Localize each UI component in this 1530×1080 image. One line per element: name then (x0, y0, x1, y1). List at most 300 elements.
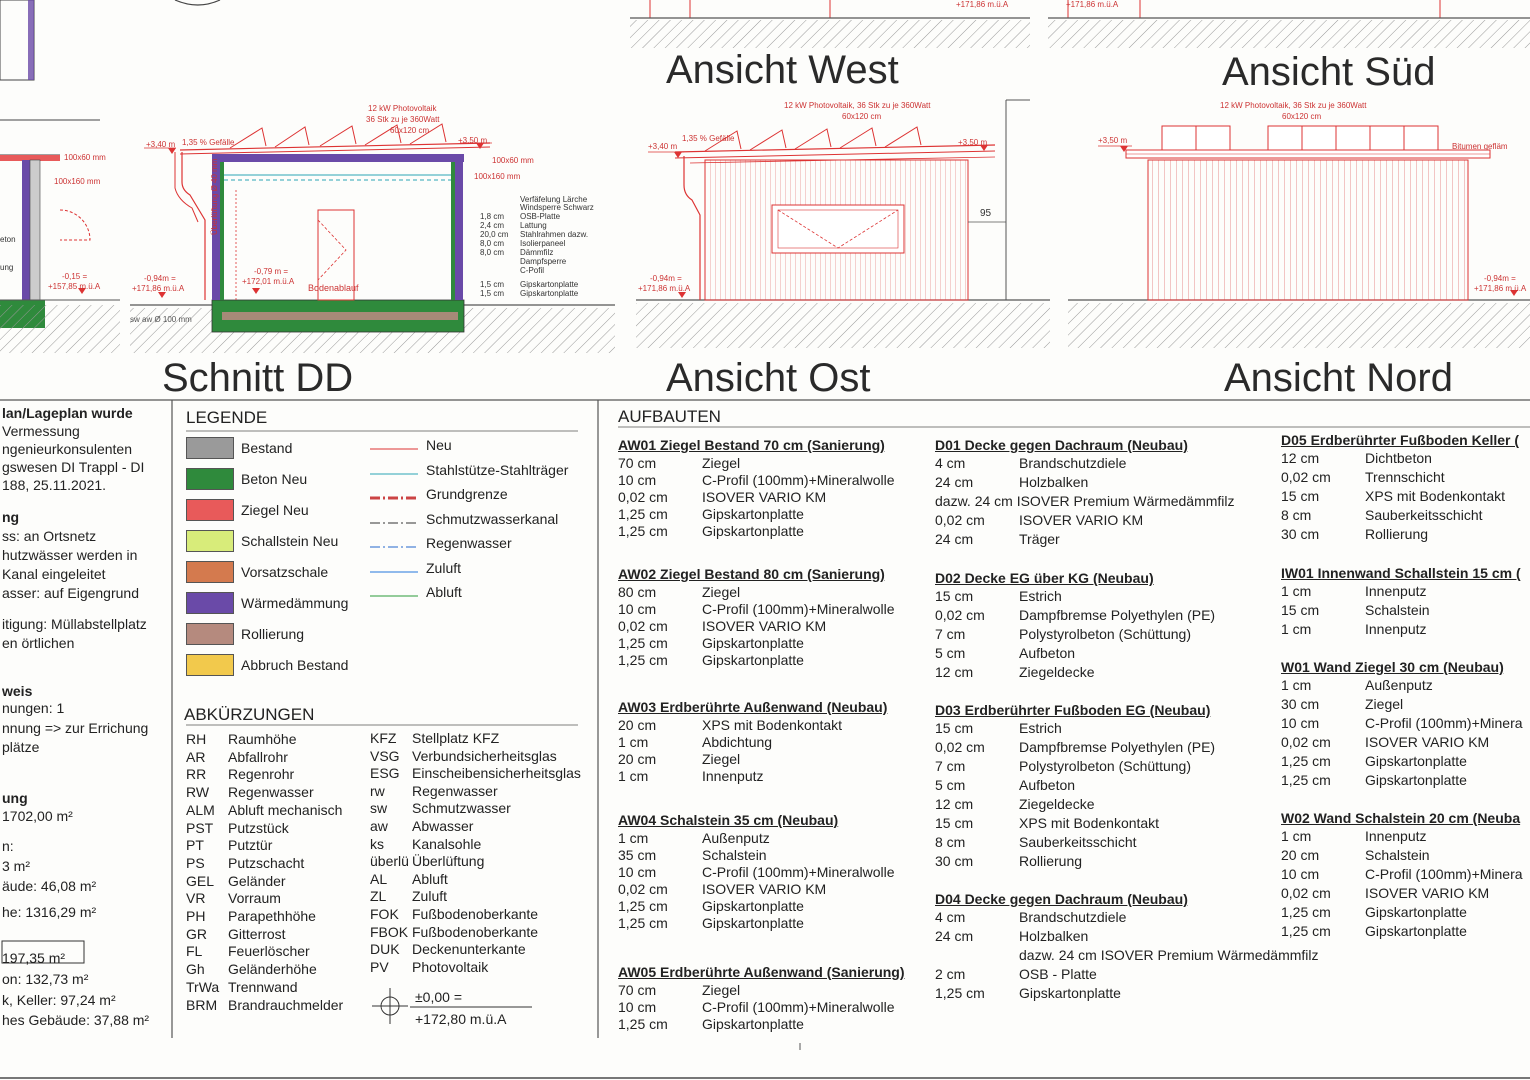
abbreviation-value: Kanalsohle (412, 835, 482, 852)
aufbau-material: Ziegel (702, 455, 741, 471)
aufbau-material: C-Profil (100mm)+Mineralwolle (702, 999, 895, 1015)
abbreviation-value: Abwasser (412, 818, 474, 834)
title-ansicht-nord: Ansicht Nord (1224, 356, 1453, 400)
abbreviation-key: RW (186, 784, 210, 801)
legend-line-sample (370, 591, 420, 601)
abbreviation-key: PH (186, 908, 206, 924)
wall-layer-row (480, 266, 544, 275)
aufbau-row (1281, 923, 1467, 939)
aufbau-material: Außenputz (702, 830, 770, 846)
aufbau-row (1281, 507, 1483, 523)
aufbau-row (618, 982, 740, 998)
left-note-line: 197,35 m² (2, 950, 66, 966)
aufbau-depth: 15 cm (1281, 488, 1320, 504)
abbreviation-key: PS (186, 854, 205, 871)
aufbau-material: dazw. 24 cm ISOVER Premium Wärmedämmfilz (935, 493, 1235, 509)
wall-layer-material: Gipskartonplatte (520, 289, 579, 298)
legend-line-sample (370, 542, 420, 552)
aufbau-depth: 4 cm (935, 909, 966, 925)
legend-material-label: Bestand (241, 440, 293, 456)
legend-swatch (186, 561, 234, 583)
aufbau-row (1281, 828, 1427, 844)
legend-swatch (186, 468, 234, 490)
aufbau-depth: 10 cm (618, 864, 657, 880)
beam-100x160-schnitt: 100x160 mm (474, 172, 521, 181)
gefaelle-schnitt: 1,35 % Gefälle (182, 138, 235, 147)
aufbau-row (935, 607, 1215, 623)
aufbau-depth: 70 cm (618, 455, 657, 471)
wall-layer-material: Stahlrahmen dazw. (520, 230, 589, 239)
legend-material-label: Wärmedämmung (241, 595, 349, 611)
aufbau-depth: 12 cm (1281, 450, 1320, 466)
aufbau-depth: 8 cm (935, 834, 966, 850)
aufbau-row (1281, 677, 1433, 693)
legend-line-label: Grundgrenze (426, 486, 508, 502)
left-note-line: nnung => zur Errichung (2, 720, 149, 736)
abbreviation-key: FL (186, 943, 203, 960)
legend-swatch (186, 623, 234, 645)
left-note-line: ng (2, 509, 20, 525)
aufbau-material: Schalstein (702, 847, 767, 863)
aufbau-material: Ziegeldecke (1019, 796, 1095, 812)
abbreviation-value: Putzstück (228, 819, 289, 836)
aufbau-material: Polystyrolbeton (Schüttung) (1019, 626, 1191, 642)
aufbau-depth: 0,02 cm (935, 512, 985, 528)
abbreviation-key: PV (370, 958, 389, 975)
abbreviation-value: Geländerhöhe (228, 961, 317, 978)
aufbau-depth: 1,25 cm (618, 652, 668, 668)
aufbau-row (1281, 488, 1505, 504)
title-ansicht-west: Ansicht West (666, 48, 899, 92)
aufbau-material: C-Profil (100mm)+Mineralwolle (702, 864, 895, 880)
aufbau-row (1281, 450, 1432, 466)
aufbau-depth: 0,02 cm (935, 739, 985, 755)
aufbau-depth: 1 cm (1281, 621, 1312, 637)
abbreviation-row (370, 765, 581, 781)
aufbau-material: Gipskartonplatte (1019, 985, 1121, 1001)
aufbau-depth: 0,02 cm (935, 607, 985, 623)
legend-line-label: Schmutzwasserkanal (426, 510, 559, 527)
aufbau-row (935, 796, 1095, 812)
aufbau-row (935, 455, 1126, 471)
aufbau-material: ISOVER VARIO KM (1019, 512, 1144, 528)
abbreviation-value: Einscheibensicherheitsglas (412, 765, 581, 782)
abbreviation-row (370, 941, 526, 957)
wall-layer-material: OSB-Platte (520, 212, 561, 221)
legend-swatch (186, 499, 234, 521)
height-ref-2: +172,80 m.ü.A (415, 1011, 507, 1027)
aufbau-row (935, 588, 1062, 604)
aufbau-row (618, 864, 895, 880)
aufbau-depth: 15 cm (1281, 602, 1320, 618)
aufbau-material: Ziegel (1365, 696, 1404, 712)
aufbau-row (618, 1016, 804, 1032)
level-350-schnitt: +3,50 m (458, 136, 488, 145)
aufbau-row (1281, 904, 1467, 920)
wall-layer-row (480, 280, 578, 289)
aufbau-material: Gipskartonplatte (1365, 772, 1467, 788)
aufbau-row (935, 928, 1088, 944)
aufbau-depth: 80 cm (618, 584, 657, 600)
wall-layer-material: Lattung (520, 221, 547, 230)
aufbau-material: Innenputz (1365, 583, 1427, 599)
left-notes-column (0, 0, 172, 1080)
aufbau-material: ISOVER VARIO KM (702, 618, 827, 634)
abbreviation-row (186, 749, 288, 765)
abbreviation-key: FBOK (370, 923, 409, 940)
height-reference-symbol (372, 988, 412, 1028)
wall-layer-row (480, 203, 594, 212)
aufbau-row (1281, 866, 1523, 882)
aufbau-depth: 12 cm (935, 796, 974, 812)
aufbau-material: Gipskartonplatte (702, 506, 804, 522)
abbreviation-value: Deckenunterkante (412, 941, 526, 958)
abbreviation-row (370, 800, 511, 816)
aufbau-row (618, 847, 767, 863)
aufbau-section-title: AW04 Schalstein 35 cm (Neubau) (618, 812, 839, 828)
pv-label-ost-3: 60x120 cm (842, 112, 882, 121)
aufbau-depth: 1 cm (1281, 677, 1312, 693)
abbreviation-key: GR (186, 925, 207, 942)
aufbau-row (1281, 583, 1427, 599)
north-arrow-circle (175, 0, 220, 5)
aufbau-depth: 15 cm (935, 720, 974, 736)
level-m094-schnitt: -0,94m = (144, 274, 176, 283)
title-schnitt-dd: Schnitt DD (162, 356, 354, 400)
ansicht-nord-elevation (1068, 126, 1530, 348)
legend-line-sample (370, 444, 420, 454)
abbreviation-row (186, 784, 314, 800)
aufbau-material: XPS mit Bodenkontakt (1019, 815, 1160, 831)
abbreviation-value: Abluft mechanisch (228, 801, 343, 818)
aufbauten-title: AUFBAUTEN (618, 407, 721, 426)
aufbau-row (618, 898, 804, 914)
aufbau-row (1281, 753, 1467, 769)
left-note-line: he: 1316,29 m² (2, 904, 97, 920)
aufbau-depth: 1,25 cm (618, 523, 668, 539)
abbreviation-value: Trennwand (228, 978, 298, 995)
aufbau-material: Ziegeldecke (1019, 664, 1095, 680)
abbreviation-value: Regenwasser (412, 782, 498, 799)
abbreviation-value: Schmutzwasser (412, 800, 511, 817)
abbreviation-key: überlü (370, 853, 409, 870)
aufbau-section-title: IW01 Innenwand Schallstein 15 cm ( (1281, 565, 1521, 581)
left-note-line: hes Gebäude: 37,88 m² (2, 1012, 150, 1028)
left-note-line: weis (2, 683, 33, 699)
abbreviation-value: Regenrohr (228, 766, 295, 783)
aufbau-depth: 1,25 cm (618, 635, 668, 651)
aufbau-row (618, 881, 826, 897)
abbreviation-key: VR (186, 890, 206, 907)
legend-line-label: Stahlstütze-Stahlträger (426, 461, 569, 478)
aufbau-material: Innenputz (1365, 621, 1427, 637)
abbreviation-row (370, 836, 481, 852)
left-note-line: gswesen DI Trappl - DI (2, 459, 145, 475)
abbreviation-row (186, 943, 310, 959)
aufbau-material: Ziegel (702, 751, 741, 767)
aufbau-section-title: W01 Wand Ziegel 30 cm (Neubau) (1281, 659, 1504, 675)
left-note-line: 3 m² (2, 858, 30, 874)
bodenablauf-label: Bodenablauf (308, 283, 359, 293)
aufbau-depth: 0,02 cm (618, 489, 668, 505)
wall-layer-material: Dampfsperre (520, 257, 567, 266)
aufbau-section-title: D02 Decke EG über KG (Neubau) (935, 570, 1154, 586)
abbreviation-value: Photovoltaik (412, 958, 489, 975)
aufbau-row (618, 830, 770, 846)
dim-95: 95 (980, 208, 992, 219)
aufbau-row (1281, 715, 1523, 731)
aufbau-material: Gipskartonplatte (702, 652, 804, 668)
abbreviation-value: Fußbodenoberkante (412, 923, 539, 940)
wall-layer-material: Isolierpaneel (520, 239, 566, 248)
abbreviation-key: KFZ (370, 730, 397, 746)
aufbau-depth: 1,25 cm (1281, 923, 1331, 939)
abbreviation-value: Raumhöhe (228, 731, 297, 747)
left-note-line: Vermessung (2, 423, 80, 439)
legend-material-label: Beton Neu (241, 471, 308, 487)
abbreviation-row (370, 959, 488, 975)
abbreviation-row (186, 890, 281, 906)
aufbau-depth: 5 cm (935, 777, 966, 793)
aufbau-depth: 15 cm (935, 588, 974, 604)
abkuerzungen-title: ABKÜRZUNGEN (184, 705, 315, 724)
wall-layer-depth: 8,0 cm (480, 248, 505, 257)
aufbau-material: ISOVER VARIO KM (1365, 885, 1490, 901)
aufbau-depth: 10 cm (1281, 866, 1320, 882)
legend-line-label: Zuluft (426, 559, 462, 576)
top-sued-elevation-partial (1048, 0, 1530, 48)
aufbau-row (1281, 772, 1467, 788)
aufbau-row (618, 489, 826, 505)
level-m094-ost: -0,94m = (650, 274, 682, 283)
aufbau-material: Sauberkeitsschicht (1019, 834, 1137, 850)
aufbau-row (618, 506, 804, 522)
left-ung-label: ung (0, 263, 14, 272)
legend-material-label: Abbruch Bestand (241, 657, 349, 673)
abbreviation-row (370, 730, 499, 746)
aufbau-depth: 1,25 cm (935, 985, 985, 1001)
abbreviation-value: Feuerlöscher (228, 943, 310, 960)
aufbau-row (618, 734, 772, 750)
level-top-west: +171,86 m.ü.A (956, 0, 1009, 9)
aufbau-row (618, 652, 804, 668)
abbreviation-row (186, 908, 316, 924)
aufbau-section-title: D04 Decke gegen Dachraum (Neubau) (935, 891, 1188, 907)
abbreviation-key: RR (186, 766, 207, 783)
aufbau-depth: 20 cm (618, 717, 657, 733)
aufbau-depth: 24 cm (935, 928, 974, 944)
left-note-line: itigung: Müllabstellplatz (2, 616, 147, 632)
abbreviation-key: VSG (370, 747, 400, 764)
aufbau-section-title: D03 Erdberührter Fußboden EG (Neubau) (935, 702, 1211, 718)
wall-layer-depth: 2,4 cm (480, 221, 505, 230)
aufbau-section-title: AW02 Ziegel Bestand 80 cm (Sanierung) (618, 566, 885, 582)
aufbau-depth: 0,02 cm (618, 618, 668, 634)
aufbau-row (618, 601, 895, 617)
abbreviation-row (186, 820, 289, 836)
legend-swatch (186, 592, 234, 614)
left-note-line: en örtlichen (2, 635, 75, 651)
left-note-line: asser: auf Eigengrund (2, 585, 139, 601)
abbreviation-row (370, 818, 473, 834)
aufbau-material: Gipskartonplatte (702, 915, 804, 931)
abbreviation-value: Parapethhöhe (228, 908, 316, 924)
aufbau-material: Estrich (1019, 588, 1062, 604)
aufbau-section-title: AW01 Ziegel Bestand 70 cm (Sanierung) (618, 437, 885, 453)
left-note-line: Kanal eingeleitet (2, 566, 106, 582)
aufbau-row (618, 584, 740, 600)
abbreviation-value: Gitterrost (228, 925, 286, 942)
wall-layer-material: C-Pofil (520, 266, 545, 275)
abbreviation-row (186, 766, 294, 782)
aufbau-material: Gipskartonplatte (1365, 904, 1467, 920)
legende-title: LEGENDE (186, 408, 268, 427)
level-15785: +157,85 m.ü.A (48, 282, 101, 291)
aufbau-material: Rollierung (1019, 853, 1083, 869)
abbreviation-key: AL (370, 870, 388, 887)
aufbau-material: C-Profil (100mm)+Mineralwolle (702, 472, 895, 488)
aufbau-row (1281, 885, 1489, 901)
pv-label-nord-1: 12 kW Photovoltaik, 36 Stk zu je 360Watt (1220, 101, 1367, 110)
aufbau-row (618, 472, 895, 488)
title-ansicht-ost: Ansicht Ost (666, 356, 871, 400)
aufbau-material: C-Profil (100mm)+Minera (1365, 866, 1523, 882)
level-top-sued: +171,86 m.ü.A (1066, 0, 1119, 9)
aufbau-row (1281, 469, 1445, 485)
gefaelle-ost: 1,35 % Gefälle (682, 134, 735, 143)
aufbau-section-title: AW03 Erdberührte Außenwand (Neubau) (618, 699, 888, 715)
legend-swatch (186, 530, 234, 552)
wall-layer-depth: 1,5 cm (480, 280, 505, 289)
aufbau-material: Gipskartonplatte (702, 635, 804, 651)
aufbau-row (935, 853, 1082, 869)
level-17201: +172,01 m.ü.A (242, 277, 295, 286)
aufbau-depth: 1,25 cm (618, 898, 668, 914)
wall-layer-row (480, 289, 578, 298)
pv-label-line3: 60x120 cm (390, 126, 430, 135)
abbreviation-key: BRM (186, 996, 218, 1013)
aufbau-row (935, 645, 1075, 661)
aufbau-section-title: D05 Erdberührter Fußboden Keller ( (1281, 432, 1520, 448)
aufbau-row (935, 909, 1126, 925)
aufbau-row (935, 493, 1235, 509)
aufbau-depth: 1,25 cm (1281, 753, 1331, 769)
wall-layer-row (480, 239, 565, 248)
legend-material-label: Schallstein Neu (241, 533, 339, 549)
abbreviation-row (370, 924, 538, 940)
legend-line-sample (370, 493, 420, 503)
aufbau-material: XPS mit Bodenkontakt (702, 717, 843, 733)
abbreviation-value: Verbundsicherheitsglas (412, 747, 557, 764)
abbreviation-key: PST (186, 819, 214, 836)
legend-material-label: Rollierung (241, 626, 305, 642)
aufbau-material: Gipskartonplatte (702, 1016, 804, 1032)
level-350-nord: +3,50 m (1098, 136, 1128, 145)
aufbau-material: Schalstein (1365, 602, 1430, 618)
aufbau-row (618, 618, 826, 634)
aufbau-material: Dampfbremse Polyethylen (PE) (1019, 607, 1216, 623)
abbreviation-key: PT (186, 837, 204, 854)
level-340-schnitt: +3,40 m (146, 140, 176, 149)
aufbau-material: Sauberkeitsschicht (1365, 507, 1483, 523)
abbreviation-key: ESG (370, 765, 400, 782)
aufbau-depth: 8 cm (1281, 507, 1312, 523)
abbreviation-row (186, 961, 317, 977)
wall-layer-row (480, 248, 553, 257)
aufbau-depth: 1 cm (1281, 583, 1312, 599)
wall-layer-depth: 20,0 cm (480, 230, 509, 239)
abbreviation-key: ALM (186, 801, 215, 818)
wall-layer-material: Verfäfelung Lärche (520, 195, 588, 204)
abbreviation-key: aw (370, 818, 388, 834)
left-note-line: ung (2, 790, 28, 806)
aufbau-depth: 20 cm (1281, 847, 1320, 863)
aufbau-depth: 10 cm (618, 472, 657, 488)
abbreviation-key: GEL (186, 872, 215, 889)
aufbau-row (935, 512, 1143, 528)
abbreviation-row (186, 837, 272, 853)
legend-line-label: Abluft (426, 584, 462, 600)
aufbau-material: Außenputz (1365, 677, 1433, 693)
aufbau-depth: 30 cm (1281, 526, 1320, 542)
abbreviation-value: Fußbodenoberkante (412, 906, 539, 922)
aufbau-material: Polystyrolbeton (Schüttung) (1019, 758, 1191, 774)
abbreviation-row (370, 906, 538, 922)
aufbau-section-title: W02 Wand Schalstein 20 cm (Neuba (1281, 810, 1521, 826)
legend-line-sample (370, 469, 420, 479)
abbreviation-row (370, 871, 448, 887)
aufbau-depth: 1,25 cm (618, 1016, 668, 1032)
aufbau-row (618, 523, 804, 539)
left-beton-label: eton (0, 235, 16, 244)
level-m079: -0,79 m = (254, 267, 289, 276)
aufbau-material: Abdichtung (702, 734, 773, 750)
left-note-line: nungen: 1 (2, 700, 65, 716)
aufbau-depth: 70 cm (618, 982, 657, 998)
aufbau-depth: 1,25 cm (1281, 772, 1331, 788)
aufbau-material: Gipskartonplatte (1365, 753, 1467, 769)
abbreviation-key: AR (186, 748, 206, 765)
aufbau-row (618, 717, 842, 733)
height-ref-1: ±0,00 = (415, 989, 462, 1005)
aufbau-row (618, 455, 740, 471)
abbreviation-row (186, 731, 297, 747)
left-note-line: plätze (2, 739, 40, 755)
abbreviation-key: rw (370, 782, 385, 799)
lueftung-label: Überlüftung Ø 40 mm (210, 158, 219, 235)
left-note-line: 188, 25.11.2021. (2, 477, 107, 493)
abbreviation-key: DUK (370, 941, 400, 958)
aufbau-depth: 1,25 cm (618, 915, 668, 931)
aufbau-material: Träger (1019, 531, 1060, 547)
aufbau-depth: 12 cm (935, 664, 974, 680)
aufbau-row (935, 758, 1191, 774)
aufbau-depth: 7 cm (935, 626, 966, 642)
aufbau-depth: 5 cm (935, 645, 966, 661)
aufbau-depth: 7 cm (935, 758, 966, 774)
aufbau-row (1281, 847, 1430, 863)
wall-layer-row (480, 221, 547, 230)
abbreviation-value: Regenwasser (228, 784, 314, 801)
aufbau-material: XPS mit Bodenkontakt (1365, 488, 1506, 504)
aufbau-depth: 1 cm (618, 734, 649, 750)
height-ref-underline (410, 1005, 535, 1009)
abbreviation-value: Überlüftung (412, 853, 485, 870)
aufbau-material: Innenputz (702, 768, 764, 784)
wall-layer-depth: 1,8 cm (480, 212, 505, 221)
aufbau-depth: 0,02 cm (1281, 734, 1331, 750)
aufbau-material: Gipskartonplatte (1365, 923, 1467, 939)
